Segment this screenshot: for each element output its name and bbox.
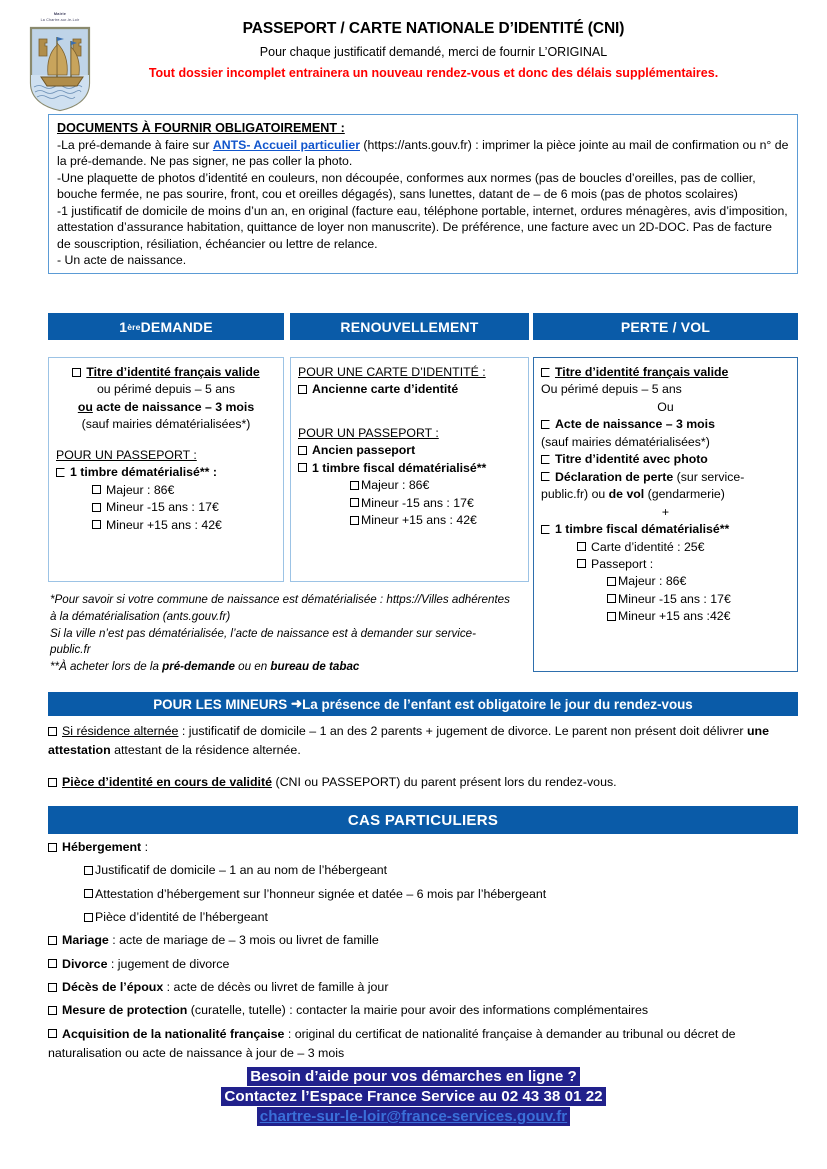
col3-acte-naissance: Acte de naissance – 3 mois bbox=[555, 417, 715, 432]
checkbox-icon[interactable] bbox=[541, 368, 550, 377]
col2-price-1-label: Majeur : 86€ bbox=[361, 478, 430, 493]
minors-item-2-label: Pièce d’identité en cours de validité bbox=[62, 775, 273, 790]
documents-item-2: -Une plaquette de photos d’identité en couleurs, non découpée, conformes aux normes (pas de boucles d’oreilles, pas de collier, bouche fermée, ne pas sourire, front, cou et oreilles dégagés), sans lunettes, datant de – de 6 mois (pas de photos scolaires) bbox=[57, 170, 756, 202]
col3-sub-1-label: Carte d’identité : 25€ bbox=[591, 539, 705, 554]
column-box-renouvellement bbox=[290, 357, 529, 582]
crest-caption-line1: Mairie bbox=[53, 12, 67, 16]
footnotes-block bbox=[50, 592, 515, 676]
checkbox-icon[interactable] bbox=[84, 889, 93, 898]
case-mesure-label: Mesure de protection bbox=[62, 1003, 188, 1018]
minors-banner-strong: POUR LES MINEURS bbox=[153, 696, 288, 712]
checkbox-icon[interactable] bbox=[298, 463, 307, 472]
col3-price-1-label: Majeur : 86€ bbox=[618, 574, 687, 589]
minors-item-1-end: attestant de la résidence alternée. bbox=[110, 742, 301, 757]
checkbox-icon[interactable] bbox=[84, 913, 93, 922]
page-header bbox=[0, 0, 827, 113]
required-documents-title: DOCUMENTS À FOURNIR OBLIGATOIREMENT : bbox=[57, 121, 345, 135]
checkbox-icon[interactable] bbox=[607, 577, 616, 586]
documents-item-1 bbox=[57, 137, 789, 170]
footnote-3-b2: bureau de tabac bbox=[270, 660, 360, 674]
col1-price-3 bbox=[56, 517, 276, 534]
footer-contact bbox=[0, 1068, 827, 1128]
col1-price-3-label: Mineur +15 ans : 42€ bbox=[106, 517, 222, 532]
checkbox-icon[interactable] bbox=[92, 503, 101, 512]
checkbox-icon[interactable] bbox=[607, 594, 616, 603]
documents-item-3: -1 justificatif de domicile de moins d’un an, en original (facture eau, téléphone portable, internet, ordures ménagères, avis d’imposition, attestation d’assurance habitation, quittance de loyer non manuscrite). De préférence, une facture avec un 2D-DOC. Pas de facture de souscription, résiliation, échéancier ou lettre de relance. bbox=[57, 203, 788, 251]
col3-price-3-label: Mineur +15 ans :42€ bbox=[618, 609, 731, 624]
col1-header-suffix: DEMANDE bbox=[140, 318, 213, 335]
checkbox-icon[interactable] bbox=[350, 498, 359, 507]
banner-pour-les-mineurs bbox=[48, 692, 798, 716]
case-deces-rest: : acte de décès ou livret de famille à jour bbox=[163, 980, 389, 995]
col3-titre-identite: Titre d’identité français valide bbox=[555, 365, 729, 379]
checkbox-icon[interactable] bbox=[541, 525, 550, 534]
case-divorce-label: Divorce bbox=[62, 956, 108, 971]
col2-cni-heading: POUR UNE CARTE D’IDENTITÉ : bbox=[298, 365, 486, 379]
column-box-perte-vol bbox=[533, 357, 798, 672]
col1-row-3 bbox=[56, 399, 276, 416]
case-hebergement-label: Hébergement bbox=[62, 840, 142, 854]
checkbox-icon[interactable] bbox=[48, 983, 57, 992]
footnote-1: *Pour savoir si votre commune de naissance est dématérialisée : https://Villes adhérentes à la dématérialisation (ants.gouv.fr) bbox=[50, 593, 510, 623]
case-hebergement-sub-2 bbox=[48, 885, 800, 904]
col3-price-2 bbox=[541, 591, 790, 608]
col1-price-2 bbox=[56, 499, 276, 516]
case-mesure-rest: (curatelle, tutelle) : contacter la mairie pour avoir des informations complémentaires bbox=[187, 1003, 649, 1018]
col1-price-2-label: Mineur -15 ans : 17€ bbox=[106, 500, 219, 515]
footer-email-link[interactable]: chartre-sur-le-loir@france-services.gouv.fr bbox=[257, 1107, 570, 1126]
col2-price-3-label: Mineur +15 ans : 42€ bbox=[361, 513, 477, 528]
column-box-premiere-demande bbox=[48, 357, 284, 582]
col2-price-1 bbox=[298, 477, 521, 494]
col2-stamp-row bbox=[298, 460, 521, 477]
footer-help-question: Besoin d’aide pour vos démarches en ligne ? bbox=[247, 1067, 580, 1086]
col2-cni-item bbox=[298, 381, 521, 398]
page-title: PASSEPORT / CARTE NATIONALE D’IDENTITÉ (CNI) bbox=[242, 20, 625, 37]
col1-acte-naissance: acte de naissance – 3 mois bbox=[92, 399, 255, 414]
minors-item-1-bold: une attestation bbox=[48, 724, 770, 757]
col3-row-6 bbox=[541, 451, 790, 468]
col3-plus: + bbox=[661, 504, 670, 519]
col1-row-1 bbox=[56, 364, 276, 381]
case-mariage-label: Mariage bbox=[62, 933, 109, 948]
col1-header-sup: ère bbox=[127, 321, 141, 332]
checkbox-icon[interactable] bbox=[72, 368, 81, 377]
col2-price-3 bbox=[298, 512, 521, 529]
arrow-right-icon: ➜ bbox=[290, 696, 303, 711]
checkbox-icon[interactable] bbox=[56, 468, 65, 477]
footer-line-1-wrap bbox=[0, 1068, 827, 1086]
checkbox-icon[interactable] bbox=[541, 455, 550, 464]
col3-stamp-row bbox=[541, 521, 790, 538]
minors-item-1 bbox=[48, 722, 800, 759]
documents-item-1-post: (https://ants.gouv.fr) : imprimer la pièce jointe au mail de confirmation ou n° de la pré-demande. Ne pas signer, ne pas coller la photo. bbox=[57, 137, 789, 169]
required-documents-box bbox=[48, 114, 798, 274]
checkbox-icon[interactable] bbox=[48, 1029, 57, 1038]
col1-row-4: (sauf mairies dématérialisées*) bbox=[81, 417, 251, 432]
case-divorce-rest: : jugement de divorce bbox=[107, 956, 230, 971]
case-hebergement-sub-1 bbox=[48, 861, 800, 880]
case-hebergement-colon: : bbox=[141, 840, 149, 854]
checkbox-icon[interactable] bbox=[298, 385, 307, 394]
col2-spacer-1 bbox=[298, 399, 521, 412]
checkbox-icon[interactable] bbox=[350, 516, 359, 525]
checkbox-icon[interactable] bbox=[84, 866, 93, 875]
page-subtitle: Pour chaque justificatif demandé, merci de fournir L’ORIGINAL bbox=[259, 45, 608, 59]
checkbox-icon[interactable] bbox=[298, 446, 307, 455]
col1-stamp-row bbox=[56, 464, 276, 481]
checkbox-icon[interactable] bbox=[350, 481, 359, 490]
column-header-perte-vol: PERTE / VOL bbox=[533, 313, 798, 340]
case-hebergement-sub-1-label: Justificatif de domicile – 1 an au nom de l’hébergeant bbox=[95, 863, 388, 878]
footnote-3-b1: pré-demande bbox=[162, 660, 235, 674]
checkbox-icon[interactable] bbox=[48, 778, 57, 787]
minors-banner-rest: La présence de l’enfant est obligatoire le jour du rendez-vous bbox=[302, 696, 693, 712]
col2-price-2-label: Mineur -15 ans : 17€ bbox=[361, 495, 474, 510]
minors-item-1-mid: : justificatif de domicile – 1 an des 2 parents + jugement de divorce. Le parent non présent doit délivrer bbox=[178, 724, 747, 738]
col3-sub-1 bbox=[541, 539, 790, 556]
case-mariage-rest: : acte de mariage de – 3 mois ou livret de famille bbox=[108, 933, 379, 948]
footnote-3-mid: ou en bbox=[234, 660, 271, 674]
col3-row-5: (sauf mairies dématérialisées*) bbox=[541, 434, 710, 449]
col3-price-2-label: Mineur -15 ans : 17€ bbox=[618, 591, 731, 606]
footnote-3-pre: **À acheter lors de la bbox=[50, 660, 163, 674]
col1-passport-heading: POUR UN PASSEPORT : bbox=[56, 447, 197, 462]
case-hebergement bbox=[48, 838, 800, 857]
col2-price-2 bbox=[298, 495, 521, 512]
checkbox-icon[interactable] bbox=[577, 542, 586, 551]
checkbox-icon[interactable] bbox=[48, 727, 57, 736]
col2-cni-item-label: Ancienne carte d’identité bbox=[312, 382, 459, 397]
col1-stamp-label: 1 timbre dématérialisé** : bbox=[70, 465, 217, 480]
col3-row-4 bbox=[541, 416, 790, 433]
col3-price-1 bbox=[541, 573, 790, 590]
checkbox-icon[interactable] bbox=[48, 959, 57, 968]
checkbox-icon[interactable] bbox=[92, 485, 101, 494]
case-hebergement-sub-3-label: Pièce d’identité de l’hébergeant bbox=[95, 910, 268, 925]
col2-stamp-label: 1 timbre fiscal dématérialisé** bbox=[312, 460, 487, 475]
col3-row-1 bbox=[541, 364, 790, 381]
ants-link[interactable]: ANTS- Accueil particulier bbox=[212, 137, 360, 152]
case-mariage bbox=[48, 931, 800, 950]
col3-row-7 bbox=[541, 469, 790, 504]
col3-titre-photo: Titre d’identité avec photo bbox=[555, 452, 708, 467]
minors-content bbox=[48, 722, 800, 806]
footnote-2: Si la ville n’est pas dématérialisée, l’acte de naissance est à demander sur service-public.fr bbox=[50, 626, 476, 657]
col3-declaration-perte: Déclaration de perte bbox=[555, 469, 674, 484]
mairie-crest bbox=[20, 8, 100, 113]
case-deces-label: Décès de l’époux bbox=[62, 980, 164, 995]
case-nationalite-rest: : original du certificat de nationalité française à demander au tribunal ou décret de naturalisation ou acte de naissance à jour de – 3 mois bbox=[48, 1026, 736, 1060]
col2-pp-item-label: Ancien passeport bbox=[312, 443, 416, 458]
checkbox-icon[interactable] bbox=[577, 559, 586, 568]
col2-pp-item bbox=[298, 442, 521, 459]
minors-item-2 bbox=[48, 773, 800, 792]
documents-item-4: - Un acte de naissance. bbox=[57, 253, 187, 268]
case-nationalite bbox=[48, 1025, 800, 1063]
checkbox-icon[interactable] bbox=[541, 472, 550, 481]
col1-price-1-label: Majeur : 86€ bbox=[106, 482, 175, 497]
warning-text: Tout dossier incomplet entrainera un nouveau rendez-vous et donc des délais supplémentaires. bbox=[148, 66, 719, 80]
case-deces bbox=[48, 978, 800, 997]
col3-de-vol: de vol bbox=[608, 487, 645, 502]
column-header-premiere-demande bbox=[48, 313, 284, 340]
banner-cas-particuliers: CAS PARTICULIERS bbox=[48, 806, 798, 834]
case-nationalite-label: Acquisition de la nationalité française bbox=[62, 1026, 285, 1041]
case-mesure-protection bbox=[48, 1001, 800, 1020]
documents-item-1-pre: -La pré-demande à faire sur bbox=[57, 137, 213, 152]
col1-row-2: ou périmé depuis – 5 ans bbox=[96, 382, 236, 397]
header-titles bbox=[100, 8, 807, 80]
footer-phone-line: Contactez l’Espace France Service au 02 43 38 01 22 bbox=[221, 1087, 605, 1106]
checkbox-icon[interactable] bbox=[607, 612, 616, 621]
col3-row-2: Ou périmé depuis – 5 ans bbox=[541, 382, 682, 397]
col3-sub-2-label: Passeport : bbox=[591, 556, 654, 571]
case-hebergement-sub-3 bbox=[48, 908, 800, 927]
col1-price-1 bbox=[56, 482, 276, 499]
col1-spacer bbox=[56, 434, 276, 447]
checkbox-icon[interactable] bbox=[48, 936, 57, 945]
footer-line-3-wrap bbox=[0, 1108, 827, 1126]
case-hebergement-sub-2-label: Attestation d’hébergement sur l’honneur signée et datée – 6 mois par l’hébergeant bbox=[95, 886, 547, 901]
cases-content bbox=[48, 838, 800, 1067]
minors-item-1-label: Si résidence alternée bbox=[62, 724, 179, 738]
footnote-3 bbox=[50, 659, 515, 676]
case-divorce bbox=[48, 955, 800, 974]
checkbox-icon[interactable] bbox=[541, 420, 550, 429]
col3-declaration-end: (gendarmerie) bbox=[644, 487, 725, 502]
col2-spacer-2 bbox=[298, 412, 521, 425]
col3-price-3 bbox=[541, 608, 790, 625]
checkbox-icon[interactable] bbox=[92, 520, 101, 529]
col2-passport-heading: POUR UN PASSEPORT : bbox=[298, 425, 439, 440]
col3-declaration-mid: (sur service-public.fr) ou bbox=[541, 469, 745, 502]
checkbox-icon[interactable] bbox=[48, 843, 57, 852]
footer-line-2-wrap bbox=[0, 1088, 827, 1106]
coat-of-arms-icon bbox=[27, 25, 93, 113]
col1-titre-identite: Titre d’identité français valide bbox=[86, 365, 260, 379]
col3-sub-2 bbox=[541, 556, 790, 573]
crest-caption-line2: La Chartre-sur-le-Loir bbox=[40, 17, 80, 22]
col3-stamp-label: 1 timbre fiscal dématérialisé** bbox=[555, 522, 730, 537]
checkbox-icon[interactable] bbox=[48, 1006, 57, 1015]
col1-ou-strong: ou bbox=[77, 399, 93, 414]
col1-header-prefix: 1 bbox=[119, 318, 128, 335]
minors-item-2-rest: (CNI ou PASSEPORT) du parent présent lors du rendez-vous. bbox=[272, 775, 617, 790]
col3-row-3: Ou bbox=[657, 399, 674, 414]
column-header-renouvellement: RENOUVELLEMENT bbox=[290, 313, 529, 340]
crest-caption bbox=[20, 12, 100, 23]
